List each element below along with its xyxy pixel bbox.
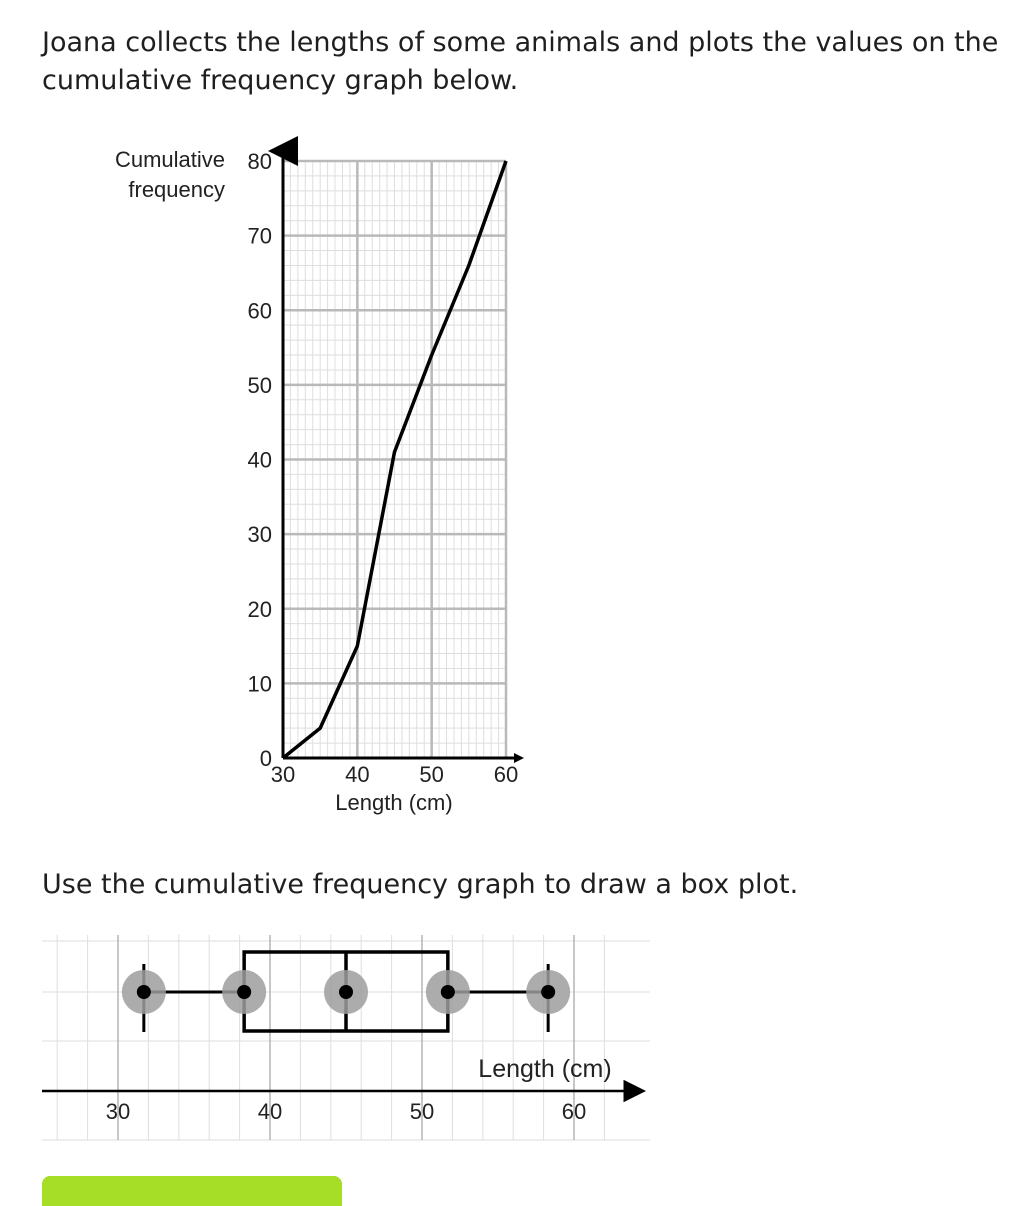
handle-dot: [137, 985, 151, 999]
cf-y-tick-label: 70: [247, 223, 272, 249]
cf-y-tick-label: 10: [247, 671, 272, 697]
handle-min[interactable]: [122, 970, 166, 1014]
cf-y-tick-label: 50: [247, 372, 272, 398]
cf-x-tick-label: 50: [419, 762, 444, 787]
bp-x-tick-label: 60: [561, 1099, 587, 1124]
handle-max[interactable]: [526, 970, 570, 1014]
handle-dot: [237, 985, 251, 999]
question-text: Joana collects the lengths of some animals and plots the values on the cumulative frequency graph below.: [42, 27, 999, 96]
cf-y-tick-label: 80: [247, 149, 272, 174]
cf-x-tick-label: 30: [270, 762, 296, 787]
cf-y-tick-label: 0: [259, 746, 272, 771]
handle-median[interactable]: [324, 970, 368, 1014]
cf-y-tick-label: 30: [247, 522, 272, 548]
handle-dot: [441, 985, 455, 999]
bp-tick-labels: [106, 1099, 586, 1124]
bp-x-axis-label: Length (cm): [478, 1055, 612, 1083]
cf-x-tick-label: 60: [493, 762, 519, 787]
cf-y-tick-label: 40: [247, 447, 272, 473]
cf-y-tick-label: 60: [247, 298, 272, 324]
instruction-text: Use the cumulative frequency graph to draw a box plot.: [42, 869, 799, 900]
handle-dot: [339, 985, 353, 999]
cf-x-tick-label: 40: [345, 762, 370, 787]
cf-axes: [283, 151, 524, 763]
submit-button[interactable]: [42, 1176, 342, 1206]
cf-y-axis-label-line-1: Cumulative: [114, 147, 225, 172]
cf-y-tick-label: 20: [247, 596, 272, 622]
bp-x-tick-label: 30: [105, 1099, 131, 1124]
handle-dot: [541, 985, 555, 999]
cf-y-axis-label-line-2: frequency: [128, 177, 225, 202]
cf-x-axis-label: Length (cm): [335, 790, 453, 815]
bp-x-tick-label: 50: [409, 1099, 435, 1124]
box-plot-editor[interactable]: [0, 925, 680, 1155]
bp-x-tick-label: 40: [257, 1099, 283, 1124]
handle-q3[interactable]: [426, 970, 470, 1014]
handle-q1[interactable]: [222, 970, 266, 1014]
cumulative-frequency-graph: [0, 130, 560, 830]
